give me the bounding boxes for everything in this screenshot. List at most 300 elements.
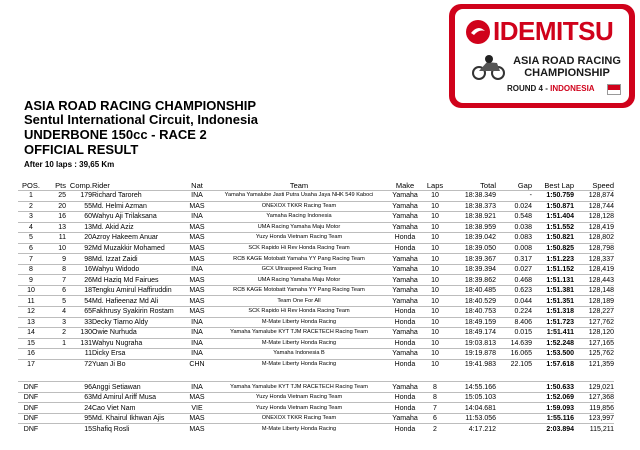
cell-speed: 128,128 <box>574 212 614 223</box>
cell-make: Yamaha <box>388 382 422 393</box>
cell-laps: 2 <box>422 424 448 434</box>
cell-total: 18:39.042 <box>448 233 496 244</box>
cell-gap: 16.065 <box>496 349 532 360</box>
cell-team: Yuzy Honda Vietnam Racing Team <box>210 403 388 414</box>
cell-gap: 0.317 <box>496 254 532 265</box>
cell-rider: Owie Nurhuda <box>92 328 184 339</box>
cell-laps: 10 <box>422 296 448 307</box>
table-row <box>18 424 614 434</box>
cell-laps: 10 <box>422 191 448 202</box>
cell-nat: INA <box>184 349 210 360</box>
cell-nat: VIE <box>184 403 210 414</box>
cell-total: 18:49.174 <box>448 328 496 339</box>
cell-nat: INA <box>184 328 210 339</box>
cell-comp: 33 <box>66 317 92 328</box>
cell-best-lap: 1:51.404 <box>532 212 574 223</box>
cell-pts: 1 <box>44 338 66 349</box>
doc-title: ASIA ROAD RACING CHAMPIONSHIP <box>24 98 257 113</box>
column-header-laps: Laps <box>426 180 444 190</box>
cell-pos: 5 <box>18 233 44 244</box>
cell-best-lap: 1:51.318 <box>532 307 574 318</box>
cell-laps: 10 <box>422 317 448 328</box>
column-header-total: Total <box>480 180 496 190</box>
cell-total: 18:38.373 <box>448 201 496 212</box>
cell-pos: DNF <box>18 424 44 434</box>
cell-comp: 26 <box>66 275 92 286</box>
cell-pos: DNF <box>18 392 44 403</box>
cell-rider: Dicky Ersa <box>92 349 184 360</box>
cell-make: Honda <box>388 233 422 244</box>
cell-comp: 11 <box>66 349 92 360</box>
column-header-make: Make <box>395 180 415 190</box>
cell-laps: 10 <box>422 222 448 233</box>
cell-gap: 0.015 <box>496 328 532 339</box>
cell-speed: 125,762 <box>574 349 614 360</box>
cell-laps: 10 <box>422 264 448 275</box>
logo-series <box>509 55 625 79</box>
cell-speed: 128,419 <box>574 222 614 233</box>
cell-laps: 10 <box>422 307 448 318</box>
logo-series-line1: ASIA ROAD RACING <box>513 55 621 67</box>
cell-total: 19:19.878 <box>448 349 496 360</box>
cell-pos: 12 <box>18 307 44 318</box>
cell-rider: Wahyu Aji Trilaksana <box>92 212 184 223</box>
cell-total: 18:39.367 <box>448 254 496 265</box>
column-header-pos: POS. <box>22 180 40 190</box>
cell-laps: 8 <box>422 392 448 403</box>
table-row <box>18 275 614 286</box>
cell-comp: 72 <box>66 359 92 369</box>
cell-pos: 2 <box>18 201 44 212</box>
table-row <box>18 233 614 244</box>
cell-comp: 60 <box>66 212 92 223</box>
cell-pos: 11 <box>18 296 44 307</box>
cell-nat: MAS <box>184 296 210 307</box>
cell-rider: Md. Helmi Azman <box>92 201 184 212</box>
cell-best-lap: 1:50.633 <box>532 382 574 393</box>
cell-pos: 6 <box>18 243 44 254</box>
cell-pts <box>44 349 66 360</box>
cell-speed: 128,802 <box>574 233 614 244</box>
column-header-speed: Speed <box>592 180 614 190</box>
cell-pts <box>44 403 66 414</box>
cell-rider: Md. Khairul Ikhwan Ajis <box>92 413 184 424</box>
doc-class-race: UNDERBONE 150cc - RACE 2 <box>24 127 207 142</box>
column-header-comp: Comp. <box>69 180 92 190</box>
cell-speed: 128,189 <box>574 296 614 307</box>
cell-gap <box>496 413 532 424</box>
cell-comp: 96 <box>66 382 92 393</box>
table-row <box>18 338 614 349</box>
cell-comp: 179 <box>66 191 92 202</box>
table-row <box>18 413 614 424</box>
cell-speed: 127,762 <box>574 317 614 328</box>
cell-nat: INA <box>184 382 210 393</box>
cell-team: Yuzy Honda Vietnam Racing Team <box>210 392 388 403</box>
cell-gap: 0.468 <box>496 275 532 286</box>
cell-rider: Decky Tiarno Aldy <box>92 317 184 328</box>
cell-gap: 0.623 <box>496 285 532 296</box>
cell-speed: 119,856 <box>574 403 614 414</box>
cell-pos: 15 <box>18 338 44 349</box>
cell-rider: Tengku Amirul Haffiruddin <box>92 285 184 296</box>
table-row <box>18 359 614 369</box>
cell-make: Yamaha <box>388 349 422 360</box>
column-header-gap: Gap <box>517 180 532 190</box>
cell-make: Yamaha <box>388 191 422 202</box>
cell-laps: 10 <box>422 349 448 360</box>
cell-nat: MAS <box>184 201 210 212</box>
cell-pos: 16 <box>18 349 44 360</box>
cell-pos: 7 <box>18 254 44 265</box>
cell-total: 19:03.813 <box>448 338 496 349</box>
cell-pos: 3 <box>18 212 44 223</box>
table-row <box>18 191 614 202</box>
cell-pos: 13 <box>18 317 44 328</box>
cell-comp: 98 <box>66 254 92 265</box>
cell-speed: 123,997 <box>574 413 614 424</box>
cell-team: Yamaha Yamalube Jasti Putra Usaha Jaya NHK 549 Kaboci <box>210 191 388 202</box>
logo-round <box>507 84 595 93</box>
cell-total: 18:49.159 <box>448 317 496 328</box>
cell-best-lap: 1:50.821 <box>532 233 574 244</box>
cell-team: Yamaha Racing Indonesia <box>210 212 388 223</box>
cell-pts <box>44 424 66 434</box>
cell-total: 18:39.862 <box>448 275 496 286</box>
cell-best-lap: 1:51.552 <box>532 222 574 233</box>
cell-comp: 54 <box>66 296 92 307</box>
cell-laps: 7 <box>422 403 448 414</box>
column-header-nat: Nat <box>191 180 203 190</box>
column-header-best-lap: Best Lap <box>544 180 574 190</box>
table-row <box>18 403 614 414</box>
cell-comp: 18 <box>66 285 92 296</box>
cell-team: GCX Ultraspeed Racing Team <box>210 264 388 275</box>
cell-nat: INA <box>184 338 210 349</box>
cell-speed: 115,211 <box>574 424 614 434</box>
cell-best-lap: 1:51.381 <box>532 285 574 296</box>
cell-pts: 13 <box>44 222 66 233</box>
cell-nat: MAS <box>184 307 210 318</box>
cell-team: M-Mate Liberty Honda Racing <box>210 359 388 369</box>
cell-total: 18:38.349 <box>448 191 496 202</box>
cell-make: Yamaha <box>388 413 422 424</box>
cell-nat: MAS <box>184 243 210 254</box>
cell-nat: MAS <box>184 424 210 434</box>
cell-laps: 8 <box>422 382 448 393</box>
cell-comp: 131 <box>66 338 92 349</box>
cell-total: 14:04.681 <box>448 403 496 414</box>
cell-rider: Azroy Hakeem Anuar <box>92 233 184 244</box>
cell-best-lap: 1:55.116 <box>532 413 574 424</box>
cell-pts: 25 <box>44 191 66 202</box>
cell-speed: 127,165 <box>574 338 614 349</box>
cell-total: 18:40.753 <box>448 307 496 318</box>
cell-gap: 0.044 <box>496 296 532 307</box>
cell-comp: 95 <box>66 413 92 424</box>
cell-speed: 129,021 <box>574 382 614 393</box>
cell-nat: MAS <box>184 254 210 265</box>
cell-nat: INA <box>184 317 210 328</box>
cell-total: 18:39.394 <box>448 264 496 275</box>
cell-team: Team One For All <box>210 296 388 307</box>
cell-best-lap: 1:51.411 <box>532 328 574 339</box>
cell-pts <box>44 359 66 369</box>
cell-rider: Wahyu Widodo <box>92 264 184 275</box>
cell-gap: 22.105 <box>496 359 532 369</box>
cell-total: 18:40.485 <box>448 285 496 296</box>
table-row <box>18 212 614 223</box>
indonesia-flag-icon <box>607 84 621 95</box>
motorbike-rider-icon <box>471 54 507 80</box>
table-row <box>18 307 614 318</box>
cell-comp: 63 <box>66 392 92 403</box>
cell-make: Yamaha <box>388 275 422 286</box>
cell-nat: MAS <box>184 285 210 296</box>
cell-rider: Yuan Ji Bo <box>92 359 184 369</box>
cell-make: Honda <box>388 403 422 414</box>
cell-best-lap: 1:51.723 <box>532 317 574 328</box>
cell-speed: 128,874 <box>574 191 614 202</box>
cell-laps: 10 <box>422 254 448 265</box>
cell-pts: 7 <box>44 275 66 286</box>
cell-gap <box>496 382 532 393</box>
cell-make: Yamaha <box>388 201 422 212</box>
cell-pos: 9 <box>18 275 44 286</box>
cell-rider: Md Haziq Md Fairues <box>92 275 184 286</box>
cell-nat: MAS <box>184 275 210 286</box>
cell-gap: 14.639 <box>496 338 532 349</box>
cell-speed: 128,443 <box>574 275 614 286</box>
cell-pos: 10 <box>18 285 44 296</box>
cell-best-lap: 1:50.825 <box>532 243 574 254</box>
cell-laps: 10 <box>422 275 448 286</box>
cell-gap: 8.406 <box>496 317 532 328</box>
cell-nat: CHN <box>184 359 210 369</box>
cell-rider: Md Amirul Ariff Musa <box>92 392 184 403</box>
cell-pos: 14 <box>18 328 44 339</box>
cell-team: ONEXOX TKKR Racing Team <box>210 413 388 424</box>
table-header-row <box>18 180 614 191</box>
cell-pos: DNF <box>18 382 44 393</box>
cell-rider: Md. Hafieenaz Md Ali <box>92 296 184 307</box>
logo-brand: IDEMITSU <box>493 16 614 46</box>
cell-total: 18:38.921 <box>448 212 496 223</box>
cell-make: Honda <box>388 243 422 254</box>
cell-gap <box>496 392 532 403</box>
cell-gap: 0.008 <box>496 243 532 254</box>
cell-make: Yamaha <box>388 254 422 265</box>
cell-speed: 128,798 <box>574 243 614 254</box>
table-row <box>18 285 614 296</box>
cell-best-lap: 1:50.759 <box>532 191 574 202</box>
results-table <box>18 180 614 434</box>
cell-speed: 121,359 <box>574 359 614 369</box>
column-header-rider: Rider <box>92 180 110 190</box>
cell-total: 4:17.212 <box>448 424 496 434</box>
logo-round-label: ROUND 4 - <box>507 84 548 93</box>
cell-team: Yuzy Honda Vietnam Racing Team <box>210 233 388 244</box>
cell-make: Yamaha <box>388 222 422 233</box>
cell-comp: 130 <box>66 328 92 339</box>
cell-laps: 10 <box>422 233 448 244</box>
cell-nat: INA <box>184 191 210 202</box>
championship-logo <box>449 4 635 108</box>
cell-pos: 17 <box>18 359 44 369</box>
column-header-pts: Pts <box>55 180 66 190</box>
cell-nat: MAS <box>184 233 210 244</box>
table-row <box>18 382 614 393</box>
cell-pts: 10 <box>44 243 66 254</box>
cell-pos: 4 <box>18 222 44 233</box>
cell-team: Yamaha Indonesia B <box>210 349 388 360</box>
cell-make: Honda <box>388 359 422 369</box>
logo-round-place: INDONESIA <box>550 84 595 93</box>
cell-total: 18:38.959 <box>448 222 496 233</box>
cell-laps: 10 <box>422 212 448 223</box>
cell-team: Yamaha Yamalube KYT TJM RACETECH Racing Team <box>210 328 388 339</box>
cell-pts <box>44 392 66 403</box>
cell-rider: Shafiq Rosli <box>92 424 184 434</box>
cell-speed: 128,337 <box>574 254 614 265</box>
cell-make: Yamaha <box>388 285 422 296</box>
cell-best-lap: 2:03.894 <box>532 424 574 434</box>
cell-rider: Md. Akid Aziz <box>92 222 184 233</box>
cell-speed: 128,227 <box>574 307 614 318</box>
table-row <box>18 392 614 403</box>
cell-speed: 128,120 <box>574 328 614 339</box>
cell-best-lap: 1:50.871 <box>532 201 574 212</box>
cell-laps: 10 <box>422 338 448 349</box>
cell-comp: 15 <box>66 424 92 434</box>
cell-pts: 2 <box>44 328 66 339</box>
cell-best-lap: 1:53.500 <box>532 349 574 360</box>
cell-gap: 0.224 <box>496 307 532 318</box>
cell-pts: 20 <box>44 201 66 212</box>
column-header-team: Team <box>289 180 309 190</box>
cell-nat: MAS <box>184 392 210 403</box>
cell-make: Honda <box>388 338 422 349</box>
cell-comp: 92 <box>66 243 92 254</box>
cell-gap: 0.038 <box>496 222 532 233</box>
cell-laps: 10 <box>422 243 448 254</box>
table-row <box>18 201 614 212</box>
doc-result-type: OFFICIAL RESULT <box>24 142 139 157</box>
cell-speed: 128,744 <box>574 201 614 212</box>
cell-comp: 55 <box>66 201 92 212</box>
cell-pts: 6 <box>44 285 66 296</box>
cell-team: SCK Rapido Hi Rev Honda Racing Team <box>210 307 388 318</box>
table-row <box>18 349 614 360</box>
cell-best-lap: 1:51.152 <box>532 264 574 275</box>
cell-nat: INA <box>184 264 210 275</box>
cell-team: UMA Racing Yamaha Maju Motor <box>210 222 388 233</box>
cell-make: Yamaha <box>388 212 422 223</box>
cell-pts <box>44 413 66 424</box>
cell-comp: 24 <box>66 403 92 414</box>
cell-make: Yamaha <box>388 296 422 307</box>
cell-rider: Wahyu Nugraha <box>92 338 184 349</box>
cell-pts: 5 <box>44 296 66 307</box>
cell-best-lap: 1:51.351 <box>532 296 574 307</box>
cell-pos: 1 <box>18 191 44 202</box>
cell-gap: 0.548 <box>496 212 532 223</box>
cell-pos: DNF <box>18 413 44 424</box>
cell-total: 14:55.166 <box>448 382 496 393</box>
cell-pos: 8 <box>18 264 44 275</box>
table-row <box>18 328 614 339</box>
cell-gap: - <box>496 191 532 202</box>
table-row <box>18 317 614 328</box>
cell-make: Honda <box>388 317 422 328</box>
cell-total: 19:41.983 <box>448 359 496 369</box>
cell-speed: 128,419 <box>574 264 614 275</box>
cell-team: RCB KAGE Motobatt Yamaha YY Pang Racing Team <box>210 285 388 296</box>
cell-best-lap: 1:57.618 <box>532 359 574 369</box>
cell-pts: 9 <box>44 254 66 265</box>
cell-make: Honda <box>388 307 422 318</box>
cell-rider: Fakhrusy Syakirin Rostam <box>92 307 184 318</box>
cell-gap <box>496 403 532 414</box>
cell-rider: Richard Taroreh <box>92 191 184 202</box>
cell-laps: 10 <box>422 285 448 296</box>
cell-pts: 11 <box>44 233 66 244</box>
cell-total: 11:53.056 <box>448 413 496 424</box>
cell-team: SCK Rapido Hi Rev Honda Racing Team <box>210 243 388 254</box>
cell-team: RCB KAGE Motobatt Yamaha YY Pang Racing Team <box>210 254 388 265</box>
cell-make: Honda <box>388 424 422 434</box>
cell-nat: MAS <box>184 413 210 424</box>
cell-total: 18:39.050 <box>448 243 496 254</box>
cell-team: M-Mate Liberty Honda Racing <box>210 424 388 434</box>
cell-pos: DNF <box>18 403 44 414</box>
table-row <box>18 296 614 307</box>
cell-team: M-Mate Liberty Honda Racing <box>210 338 388 349</box>
cell-make: Honda <box>388 392 422 403</box>
cell-rider: Md Muzakkir Mohamed <box>92 243 184 254</box>
table-row <box>18 264 614 275</box>
cell-speed: 127,368 <box>574 392 614 403</box>
cell-laps: 10 <box>422 359 448 369</box>
cell-make: Yamaha <box>388 328 422 339</box>
cell-comp: 20 <box>66 233 92 244</box>
cell-gap: 0.027 <box>496 264 532 275</box>
cell-total: 18:40.529 <box>448 296 496 307</box>
cell-rider: Cao Viet Nam <box>92 403 184 414</box>
cell-pts: 3 <box>44 317 66 328</box>
cell-comp: 65 <box>66 307 92 318</box>
idemitsu-mark-icon <box>465 19 491 45</box>
cell-best-lap: 1:59.093 <box>532 403 574 414</box>
doc-venue: Sentul International Circuit, Indonesia <box>24 112 259 127</box>
cell-gap: 0.083 <box>496 233 532 244</box>
cell-laps: 10 <box>422 328 448 339</box>
cell-laps: 10 <box>422 201 448 212</box>
logo-series-line2: CHAMPIONSHIP <box>524 67 610 79</box>
cell-rider: Anggi Setiawan <box>92 382 184 393</box>
cell-pts: 4 <box>44 307 66 318</box>
cell-pts <box>44 382 66 393</box>
cell-total: 15:05.103 <box>448 392 496 403</box>
cell-gap: 0.024 <box>496 201 532 212</box>
cell-best-lap: 1:52.248 <box>532 338 574 349</box>
race-distance: After 10 laps : 39,65 Km <box>24 160 115 169</box>
cell-best-lap: 1:51.131 <box>532 275 574 286</box>
cell-pts: 8 <box>44 264 66 275</box>
cell-speed: 128,148 <box>574 285 614 296</box>
table-row <box>18 254 614 265</box>
cell-nat: MAS <box>184 222 210 233</box>
